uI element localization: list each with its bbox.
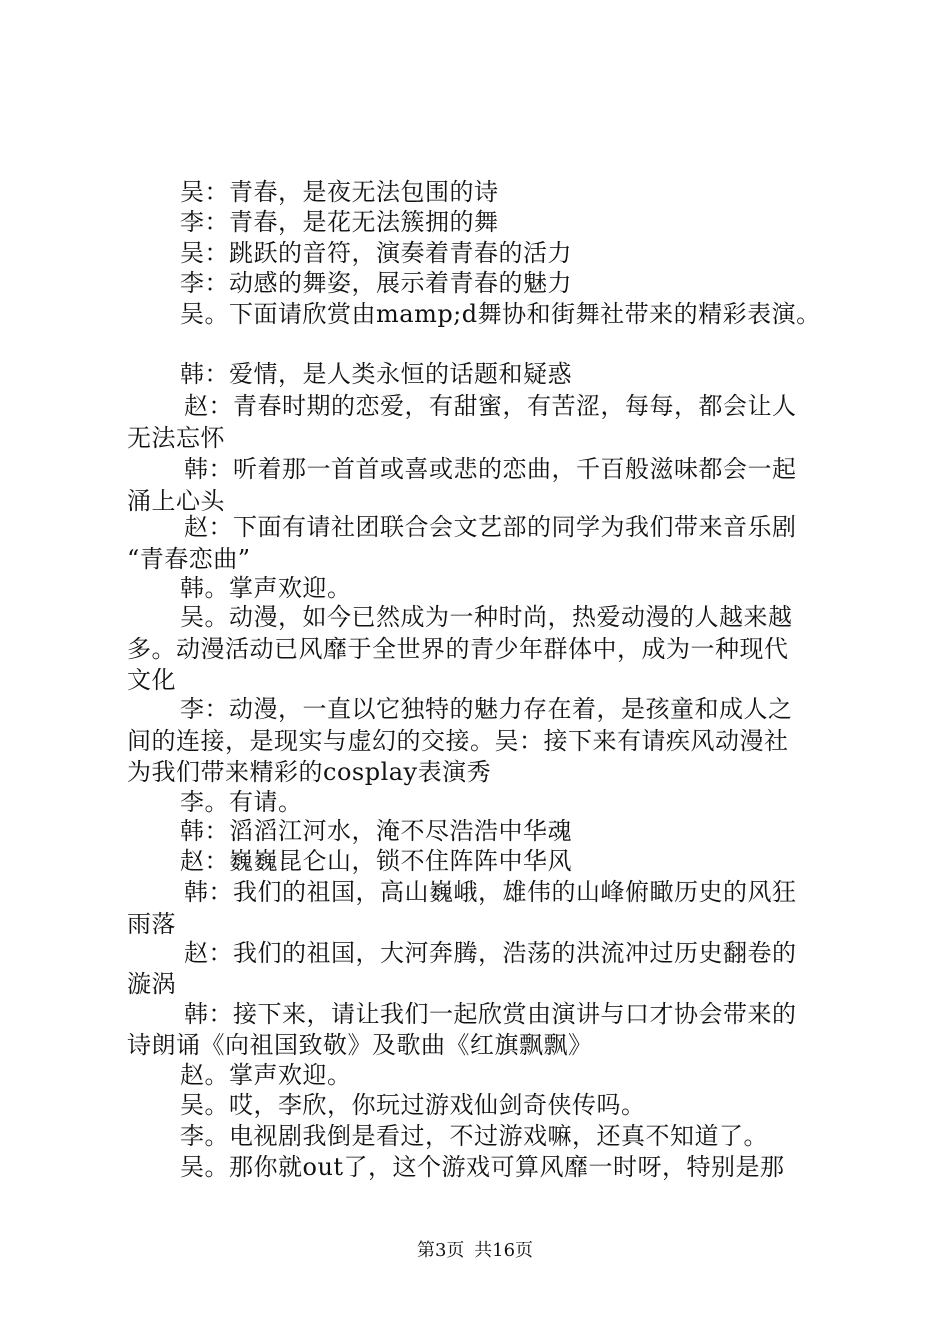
page-footer xyxy=(0,1239,950,1263)
text-line: 韩：滔滔江河水，淹不尽浩浩中华魂 xyxy=(180,817,572,845)
text-line: 韩。掌声欢迎。 xyxy=(180,574,352,602)
text-line: 无法忘怀 xyxy=(127,424,225,452)
page-number: 第3页 xyxy=(416,1240,465,1261)
text-line: 吴：青春，是夜无法包围的诗 xyxy=(180,178,499,206)
text-line: 涌上心头 xyxy=(127,487,225,515)
text-line: 为我们带来精彩的cosplay表演秀 xyxy=(127,758,492,786)
text-line: 吴。哎，李欣，你玩过游戏仙剑奇侠传吗。 xyxy=(180,1091,646,1119)
text-line: “青春恋曲” xyxy=(127,545,251,573)
text-line: 雨落 xyxy=(127,910,176,938)
text-line: 赵。掌声欢迎。 xyxy=(180,1061,352,1089)
text-line: 漩涡 xyxy=(127,970,176,998)
text-line: 李。电视剧我倒是看过，不过游戏嘛，还真不知道了。 xyxy=(180,1122,768,1150)
text-line: 多。动漫活动已风靡于全世界的青少年群体中，成为一种现代 xyxy=(127,635,789,663)
text-line: 李：青春，是花无法簇拥的舞 xyxy=(180,208,499,236)
page-total: 共16页 xyxy=(474,1240,534,1261)
text-line: 吴。那你就out了，这个游戏可算风靡一时呀，特别是那 xyxy=(180,1153,785,1181)
text-line: 吴。动漫，如今已然成为一种时尚，热爱动漫的人越来越 xyxy=(180,603,793,631)
text-line: 文化 xyxy=(127,666,176,694)
text-line: 诗朗诵《向祖国致敬》及歌曲《红旗飘飘》 xyxy=(127,1031,593,1059)
text-line: 李：动漫，一直以它独特的魅力存在着，是孩童和成人之 xyxy=(180,695,793,723)
text-line: 吴：跳跃的音符，演奏着青春的活力 xyxy=(180,239,572,267)
text-line: 李。有请。 xyxy=(180,788,303,816)
text-line: 间的连接，是现实与虚幻的交接。吴：接下来有请疾风动漫社 xyxy=(127,727,789,755)
text-line: 赵：下面有请社团联合会文艺部的同学为我们带来音乐剧 xyxy=(184,513,797,541)
text-line: 韩：爱情，是人类永恒的话题和疑惑 xyxy=(180,360,572,388)
text-line: 韩：听着那一首首或喜或悲的恋曲，千百般滋味都会一起 xyxy=(184,455,797,483)
text-line: 韩：我们的祖国，高山巍峨，雄伟的山峰俯瞰历史的风狂 xyxy=(184,878,797,906)
text-line: 韩：接下来，请让我们一起欣赏由演讲与口才协会带来的 xyxy=(184,1000,797,1028)
text-line: 赵：我们的祖国，大河奔腾，浩荡的洪流冲过历史翻卷的 xyxy=(184,939,797,967)
text-line: 赵：青春时期的恋爱，有甜蜜，有苦涩，每每，都会让人 xyxy=(184,392,797,420)
text-line: 李：动感的舞姿，展示着青春的魅力 xyxy=(180,269,572,297)
text-line: 赵：巍巍昆仑山，锁不住阵阵中华风 xyxy=(180,847,572,875)
text-line: 吴。下面请欣赏由mamp;d舞协和街舞社带来的精彩表演。 xyxy=(180,300,821,328)
